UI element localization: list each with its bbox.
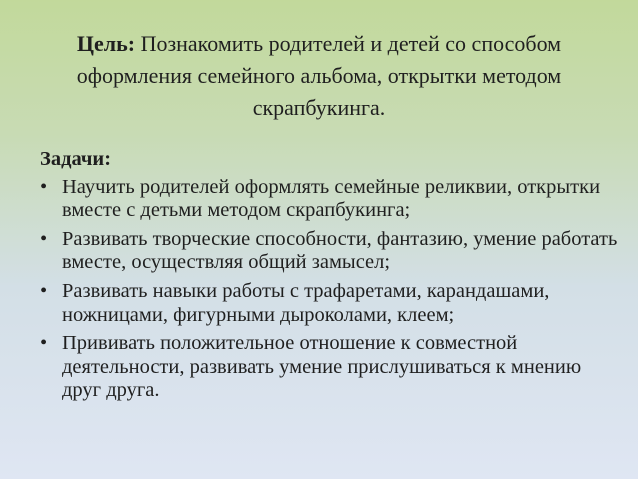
bullet-icon: • [40,175,48,198]
goal-paragraph [22,28,616,124]
tasks-heading: Задачи: [40,148,112,170]
bullet-icon: • [40,227,48,250]
task-item-4 [40,332,618,403]
task-list [40,176,618,403]
task-text: Научить родителей оформлять семейные реликвии, открытки вместе с детьми методом скрапбукинга; [62,175,601,222]
bullet-icon: • [40,279,48,302]
tasks-section [40,148,618,408]
bullet-icon: • [40,332,48,355]
task-item-3 [40,280,618,327]
task-text: Прививать положительное отношение к совместной деятельности, развивать умение прислушиваться к мнению друг друга. [62,332,582,402]
task-item-1 [40,176,618,223]
task-text: Развивать навыки работы с трафаретами, карандашами, ножницами, фигурными дыроколами, клеем; [62,279,550,326]
goal-text: Познакомить родителей и детей со способом оформления семейного альбома, открытки методом скрапбукинга. [76,31,562,120]
task-item-2 [40,228,618,275]
task-text: Развивать творческие способности, фантазию, умение работать вместе, осуществляя общий замысел; [62,227,618,274]
goal-label: Цель: [76,31,136,56]
